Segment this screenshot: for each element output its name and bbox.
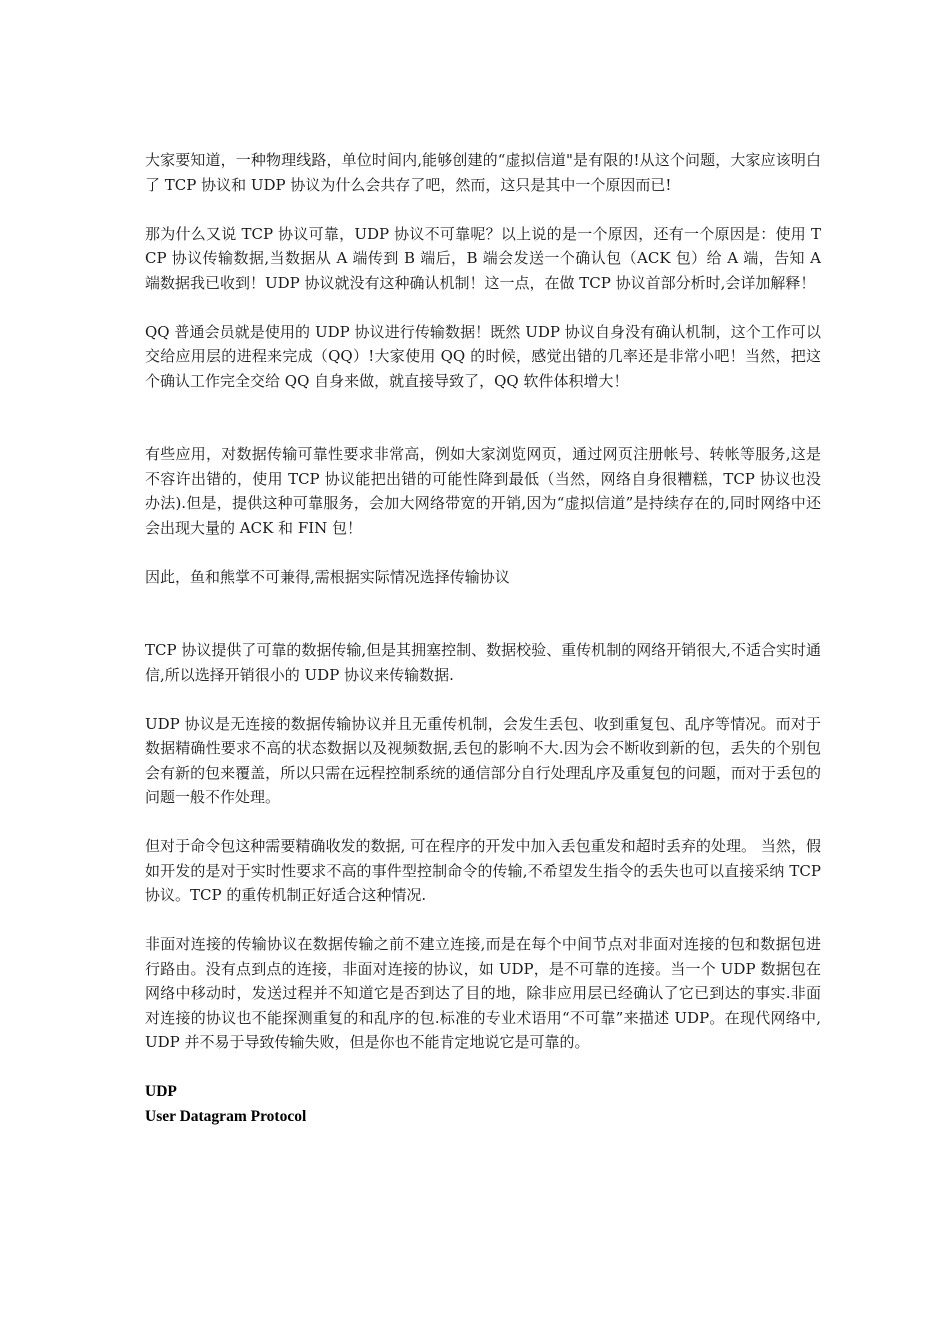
spacer bbox=[145, 614, 821, 639]
spacer bbox=[145, 418, 821, 443]
heading-udp-full: User Datagram Protocol bbox=[145, 1108, 307, 1125]
paragraph-qq: QQ 普通会员就是使用的 UDP 协议进行传输数据！既然 UDP 协议自身没有确认机制，这个工作可以交给应用层的进程来完成（QQ）!大家使用 QQ 的时候，感觉出错的几率还是非常小吧！当然，把这个确认工作完全交给 QQ 自身来做，就直接导致了，QQ 软件体积增大！ bbox=[145, 322, 821, 390]
paragraph-reliability: 那为什么又说 TCP 协议可靠，UDP 协议不可靠呢？以上说的是一个原因，还有一个原因是：使用 TCP 协议传输数据,当数据从 A 端传到 B 端后，B 端会发送一个确认包（ACK 包）给 A 端，告知 A 端数据我已收到！UDP 协议就没有这种确认机制！这一点，在做 TCP 协议首部分析时,会详加解释！ bbox=[145, 224, 821, 292]
paragraph-command-packets: 但对于命令包这种需要精确收发的数据, 可在程序的开发中加入丢包重发和超时丢弃的处理。 当然，假如开发的是对于实时性要求不高的事件型控制命令的传输,不希望发生指令的丢失也可以直接采纳 TCP 协议。TCP 的重传机制正好适合这种情况. bbox=[145, 837, 821, 904]
paragraph-capacity: 大家要知道，一种物理线路，单位时间内,能够创建的“虚拟信道"是有限的!从这个问题，大家应该明白了 TCP 协议和 UDP 协议为什么会共存了吧，然而，这只是其中一个原因而已! bbox=[145, 151, 821, 194]
document-body bbox=[145, 148, 821, 1129]
heading-udp-abbr: UDP bbox=[145, 1083, 177, 1100]
paragraph-udp-connectionless: UDP 协议是无连接的数据传输协议并且无重传机制，会发生丢包、收到重复包、乱序等情况。而对于数据精确性要求不高的状态数据以及视频数据,丢包的影响不大.因为会不断收到新的包，丢失的个别包会有新的包来覆盖，所以只需在远程控制系统的通信部分自行处理乱序及重复包的问题，而对于丢包的问题一般不作处理。 bbox=[145, 714, 821, 806]
paragraph-non-connection: 非面对连接的传输协议在数据传输之前不建立连接,而是在每个中间节点对非面对连接的包和数据包进行路由。没有点到点的连接，非面对连接的协议，如 UDP，是不可靠的连接。当一个 UDP 数据包在网络中移动时，发送过程并不知道它是否到达了目的地，除非应用层已经确认了它已到达的事实.非面对连接的协议也不能探测重复的和乱序的包.标准的专业术语用“不可靠”来描述 UDP。在现代网络中,UDP 并不易于导致传输失败，但是你也不能肯定地说它是可靠的。 bbox=[145, 935, 821, 1051]
paragraph-conclusion: 因此，鱼和熊掌不可兼得,需根据实际情况选择传输协议 bbox=[145, 567, 510, 586]
paragraph-tcp-overhead: TCP 协议提供了可靠的数据传输,但是其拥塞控制、数据校验、重传机制的网络开销很大,不适合实时通信,所以选择开销很小的 UDP 协议来传输数据. bbox=[145, 641, 821, 684]
paragraph-applications: 有些应用，对数据传输可靠性要求非常高，例如大家浏览网页，通过网页注册帐号、转帐等服务,这是不容许出错的，使用 TCP 协议能把出错的可能性降到最低（当然，网络自身很糟糕，TCP 协议也没办法).但是，提供这种可靠服务，会加大网络带宽的开销,因为“虚拟信道”是持续存在的,同时网络中还会出现大量的 ACK 和 FIN 包！ bbox=[145, 445, 821, 537]
